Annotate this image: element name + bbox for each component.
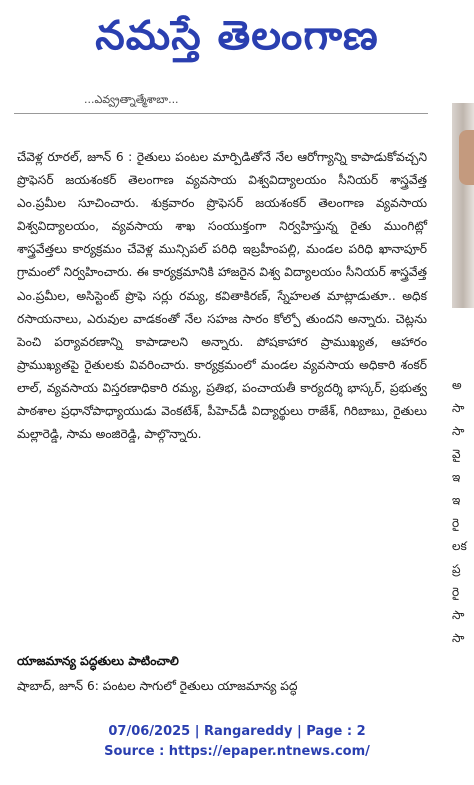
side-column-fragment: ఇ — [452, 493, 461, 507]
divider — [14, 113, 428, 114]
newspaper-logo: నమస్తే తెలంగాణ — [95, 13, 379, 59]
masthead — [0, 0, 474, 82]
footer-source-link[interactable]: Source : https://epaper.ntnews.com/ — [104, 744, 370, 759]
side-photo-detail — [459, 130, 474, 185]
side-column-fragment: అ — [452, 378, 462, 392]
side-column-fragment: ప్ర — [452, 562, 461, 576]
side-column-fragment: రై — [452, 585, 460, 599]
article-clipping — [14, 93, 428, 713]
side-column-fragment: సా — [452, 631, 465, 645]
side-column-fragment: రై — [452, 516, 460, 530]
cut-off-heading: ...ఎవ్వ్రత్నాత్మేశాబా... — [84, 93, 179, 106]
footer — [0, 722, 474, 762]
article-body: చేవెళ్ల రూరల్, జూన్ 6 : రైతులు పంటల మార్పిడితోనే నేల ఆరోగ్యాన్ని కాపాడుకోవచ్చని ప్రొఫెసర్ జయశంకర్ తెలంగాణ వ్యవసాయ విశ్వవిద్యాలయం సీనియర్ శాస్త్రవేత్త ఎం.ప్రమీల సూచించారు. శుక్రవారం ప్రొఫెసర్ జయశంకర్ తెలంగాణ వ్యవసాయ విశ్వవిద్యాలయం, వ్యవసాయ శాఖ సంయుక్తంగా నిర్వహిస్తున్న రైతు ముంగిట్లో శాస్త్రవేత్తలు కార్యక్రమం చేవెళ్ల మున్సిపల్ పరిధి ఇబ్రహీంపల్లి, మండల పరిధి ఖానాపూర్ గ్రామంలో నిర్వహించారు. ఈ కార్యక్రమానికి హాజరైన విశ్వ విద్యాలయం సీనియర్ శాస్త్రవేత్త ఎం.ప్రమీల, అసిస్టెంట్ ప్రొఫె సర్లు రమ్య, కవితాకిరణ్, స్నేహలత మాట్లాడుతూ.. అధిక రసాయనాలు, ఎరువుల వాడకంతో నేల సహజ సారం కోల్పో తుందని అన్నారు. చెట్లను పెంచి పర్యావరణాన్ని కాపాడాలని అన్నారు. పోషకాహార ప్రాముఖ్యత, ఆహారం ప్రాముఖ్యతపై రైతులకు వివరించారు. కార్యక్రమంలో మండల వ్యవసాయ అధికారి శంకర్ లాల్, వ్యవసాయ విస్తరణాధికారి రమ్య, ప్రతిభ, పంచాయతీ కార్యదర్శి భాస్కర్, ప్రభుత్వ పాఠశాల ప్రధానోపాధ్యాయుడు వెంకటేశ్, పీహెచ్‌డీ విద్యార్థులు రాజేశ్, గిరిబాబు, రైతులు మల్లారెడ్డి, సామ అంజిరెడ్డి, పాల్గొన్నారు. — [17, 150, 427, 442]
second-article-start: షాబాద్, జూన్ 6: పంటల సాగులో రైతులు యాజమాన్య పద్ధ — [17, 679, 298, 693]
article-subheading: యాజమాన్య పద్ధతులు పాటించాలి — [17, 654, 179, 668]
side-column-fragment: సా — [452, 401, 465, 415]
side-column-fragment: సా — [452, 424, 465, 438]
side-column-fragment: సా — [452, 608, 465, 622]
side-column-fragment: లక — [452, 539, 467, 553]
side-column-fragment: ఇ — [452, 470, 461, 484]
side-column-fragment: వై — [452, 447, 461, 461]
adjacent-column-fragment — [452, 374, 474, 714]
footer-date-edition: 07/06/2025 | Rangareddy | Page : 2 — [108, 724, 366, 739]
